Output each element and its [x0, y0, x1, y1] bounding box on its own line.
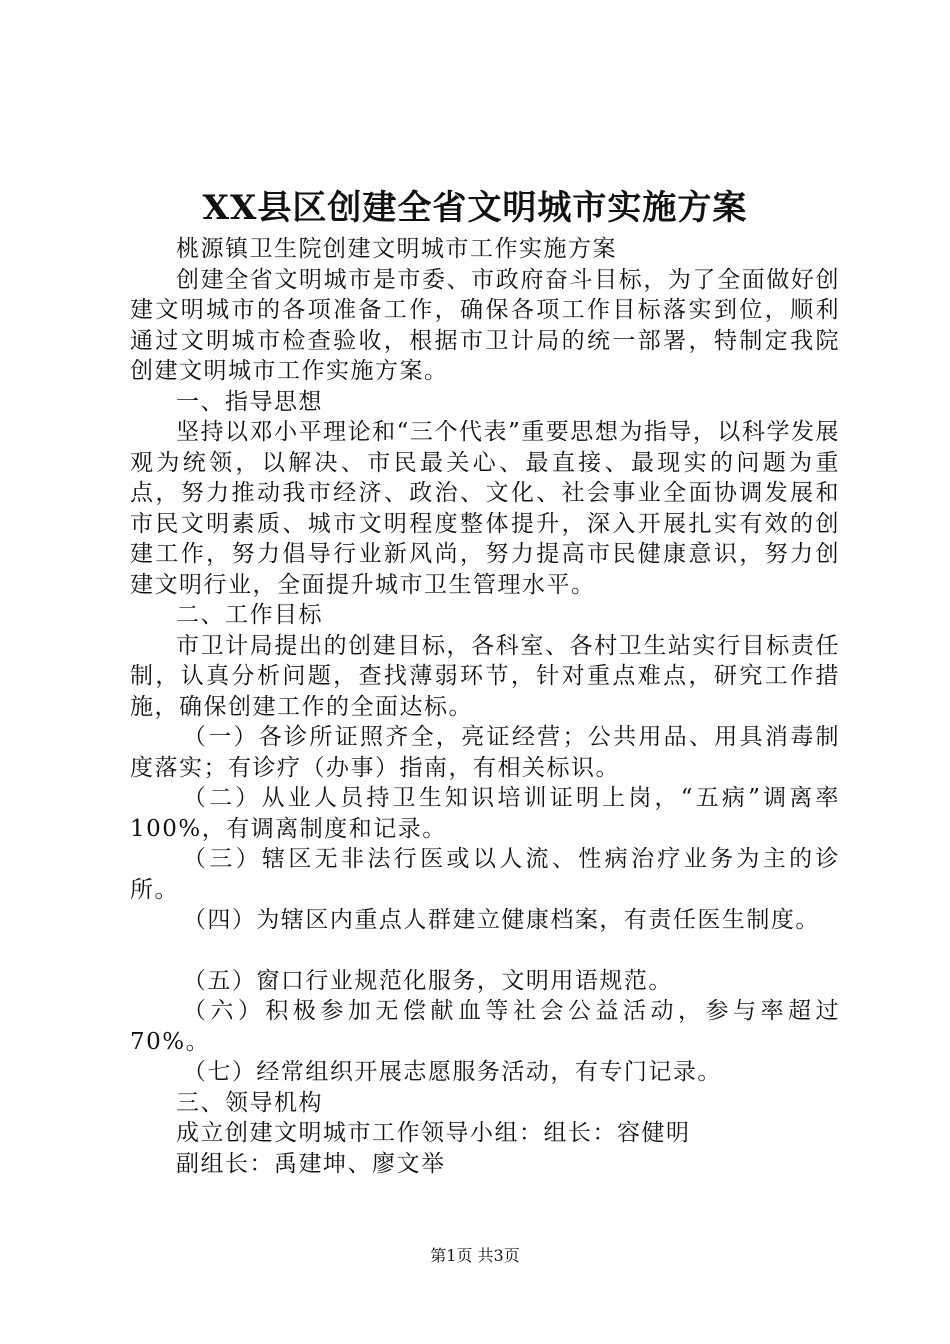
goal-item-5: （五）窗口行业规范化服务，文明用语规范。 — [182, 967, 673, 994]
section-heading-work-goals: 二、工作目标 — [176, 602, 323, 628]
intro-paragraph: 创建全省文明城市是市委、市政府奋斗目标，为了全面做好创建文明城市的各项准备工作，确保各项工作目标落实到位，顺利通过文明城市检查验收，根据市卫计局的统一部署，特制定我院创建文明城市工作实施方案。 — [130, 266, 840, 384]
guiding-ideology-paragraph: 坚持以邓小平理论和“三个代表”重要思想为指导，以科学发展观为统领，以解决、市民最关心、最直接、最现实的问题为重点，努力推动我市经济、政治、文化、社会事业全面协调发展和市民文明素质、城市文明程度整体提升，深入开展扎实有效的创建工作，努力倡导行业新风尚，努力提高市民健康意识，努力创建文明行业，全面提升城市卫生管理水平。 — [130, 419, 840, 598]
goal-item-1: （一）各诊所证照齐全，亮证经营；公共用品、用具消毒制度落实；有诊疗（办事）指南，有相关标识。 — [130, 724, 840, 781]
section-heading-leadership: 三、领导机构 — [176, 1089, 323, 1116]
goal-item-4: （四）为辖区内重点人群建立健康档案，有责任医生制度。 — [182, 907, 820, 933]
leadership-group-line: 成立创建文明城市工作领导小组：组长：容健明 — [176, 1120, 691, 1146]
goal-item-6: （六）积极参加无偿献血等社会公益活动，参与率超过70%。 — [130, 998, 840, 1055]
subtitle-paragraph: 桃源镇卫生院创建文明城市工作实施方案 — [176, 236, 617, 262]
goal-item-7: （七）经常组织开展志愿服务活动，有专门记录。 — [182, 1059, 722, 1085]
page-footer: 第1页 共3页 — [430, 1246, 520, 1265]
goal-item-3: （三）辖区无非法行医或以人流、性病治疗业务为主的诊所。 — [130, 846, 840, 903]
document-title: XX县区创建全省文明城市实施方案 — [202, 188, 748, 228]
section-heading-guiding-ideology: 一、指导思想 — [176, 388, 323, 415]
goal-item-2: （二）从业人员持卫生知识培训证明上岗，“五病”调离率100%，有调离制度和记录。 — [130, 785, 840, 842]
deputy-leader-line: 副组长：禹建坤、廖文举 — [176, 1150, 446, 1177]
work-goals-paragraph: 市卫计局提出的创建目标，各科室、各村卫生站实行目标责任制，认真分析问题，查找薄弱环节，针对重点难点，研究工作措施，确保创建工作的全面达标。 — [130, 632, 840, 720]
document-body — [130, 234, 840, 1179]
